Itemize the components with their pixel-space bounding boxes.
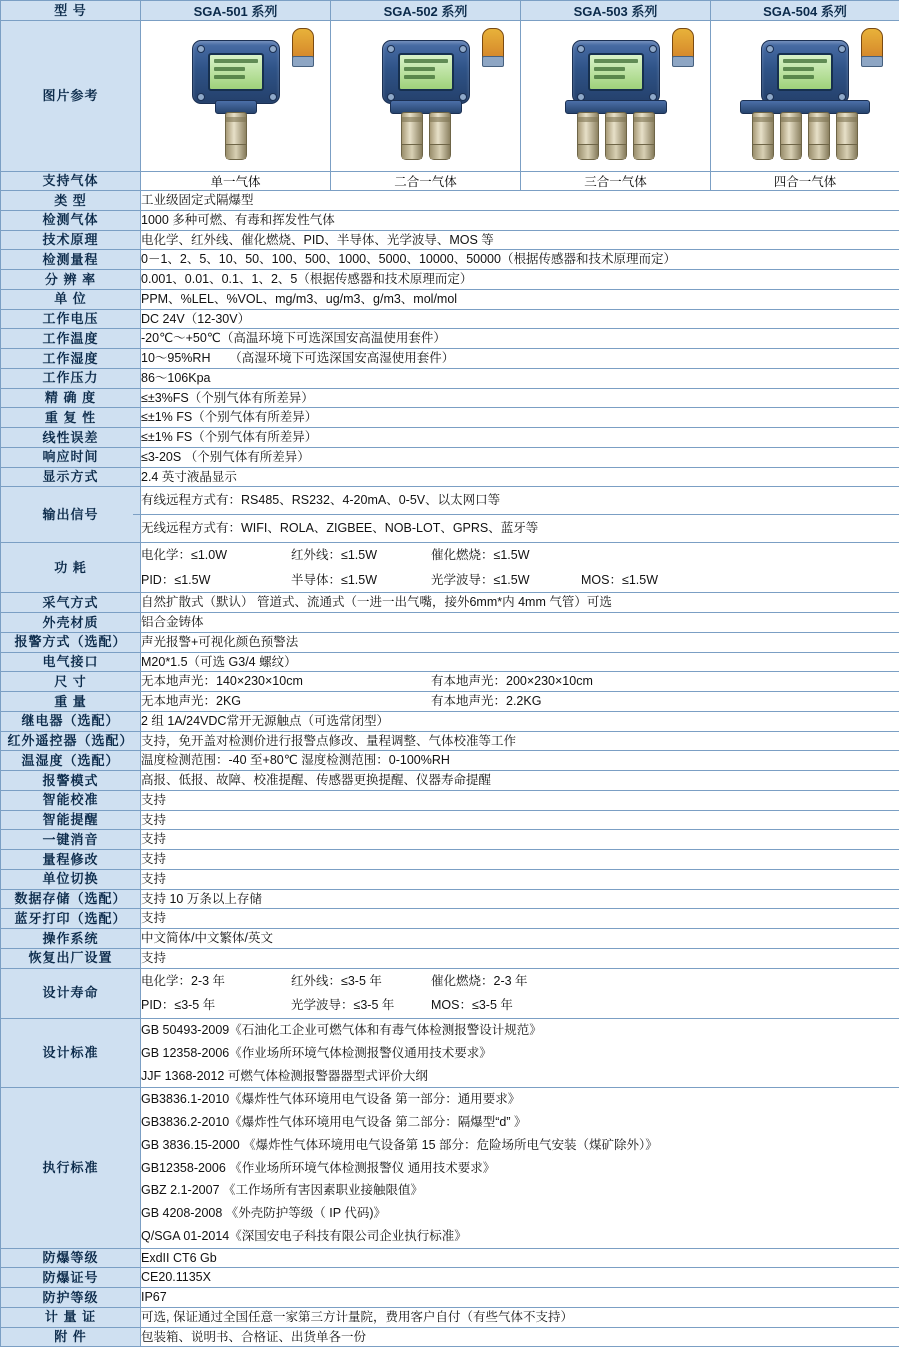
table-row — [1, 329, 899, 349]
table-row — [1, 1019, 899, 1088]
housing-bolt — [387, 45, 395, 53]
gas-support-cell-3: 三合一气体 — [521, 172, 711, 191]
row-label-design-standard: 设计标准 — [1, 1019, 141, 1088]
size-item: 有本地声光：200×230×10cm — [431, 674, 593, 689]
housing-bolt — [197, 93, 205, 101]
design-standard-line: GB 12358-2006《作业场所环境气体检测报警仪通用技术要求》 — [141, 1045, 492, 1060]
gas-support-cell-1: 单一气体 — [141, 172, 331, 191]
gas-detector-illustration-3 — [526, 24, 706, 168]
row-label-power-consumption: 功 耗 — [1, 542, 141, 593]
row-value-r1-14: 2.4 英寸液晶显示 — [141, 467, 899, 487]
table-row — [1, 850, 899, 870]
detector-display — [398, 53, 454, 91]
table-row — [1, 210, 899, 230]
row-label-r4-4: 附 件 — [1, 1327, 141, 1347]
lifetime-item: 催化燃烧：2-3 年 — [431, 973, 528, 988]
row-label-r4-1: 防爆证号 — [1, 1268, 141, 1288]
row-label-r2-0: 采气方式 — [1, 593, 141, 613]
sensor-probe-group — [401, 112, 451, 160]
row-value-r3-4: 支持 — [141, 790, 899, 810]
table-row — [1, 652, 899, 672]
row-value-r3-12: 支持 — [141, 948, 899, 968]
table-row — [1, 270, 899, 290]
table-row — [1, 1288, 899, 1308]
sensor-probe — [836, 112, 858, 160]
row-label-r1-7: 工作温度 — [1, 329, 141, 349]
row-label-r1-8: 工作湿度 — [1, 349, 141, 369]
table-row — [1, 1088, 899, 1248]
weight-row — [141, 692, 899, 711]
detector-display — [588, 53, 644, 91]
row-label-output-signal: 输出信号 — [1, 487, 141, 543]
row-value-r3-0: 2 组 1A/24VDC常开无源触点（可选常闭型） — [141, 711, 899, 731]
table-row — [1, 1327, 899, 1347]
table-row — [1, 692, 899, 712]
row-value-r3-3: 高报、低报、故障、校准提醒、传感器更换提醒、仪器寿命提醒 — [141, 771, 899, 791]
row-label-r1-3: 检测量程 — [1, 250, 141, 270]
housing-bolt — [649, 45, 657, 53]
row-value-r3-2: 温度检测范围：-40 至+80℃ 湿度检测范围：0-100%RH — [141, 751, 899, 771]
table-row — [1, 869, 899, 889]
product-image-4 — [711, 21, 899, 172]
row-label-r3-10: 蓝牙打印（选配） — [1, 909, 141, 929]
model-cell-3: SGA-503 系列 — [521, 1, 711, 21]
lifetime-item: MOS：≤3-5 年 — [431, 998, 513, 1013]
row-label-execute-standard: 执行标准 — [1, 1088, 141, 1248]
row-label-r1-5: 单 位 — [1, 289, 141, 309]
row-value-r3-6: 支持 — [141, 830, 899, 850]
table-row — [1, 447, 899, 467]
sensor-probe-group — [225, 112, 247, 160]
row-value-r3-5: 支持 — [141, 810, 899, 830]
power-item: 半导体：≤1.5W — [291, 572, 378, 587]
power-item: 光学波导：≤1.5W — [431, 572, 530, 587]
sensor-probe — [577, 112, 599, 160]
row-value-design-standard — [141, 1019, 899, 1088]
table-row — [1, 672, 899, 692]
row-label-r1-11: 重 复 性 — [1, 408, 141, 428]
row-value-r3-1: 支持，免开盖对检测价进行报警点修改、量程调整、气体校准等工作 — [141, 731, 899, 751]
row-label-r3-9: 数据存储（选配） — [1, 889, 141, 909]
row-label-r3-0: 继电器（选配） — [1, 711, 141, 731]
gas-support-cell-4: 四合一气体 — [711, 172, 899, 191]
table-row — [1, 830, 899, 850]
detector-display — [777, 53, 833, 91]
row-value-r1-10: ≤±3%FS（个别气体有所差异） — [141, 388, 899, 408]
execute-standard-line: Q/SGA 01-2014《深国安电子科技有限公司企业执行标准》 — [141, 1228, 467, 1243]
sensor-probe-group — [577, 112, 655, 160]
table-row-gas-support — [1, 172, 899, 191]
execute-standard-line: GB3836.2-2010《爆炸性气体环境用电气设备 第二部分：隔爆型“d” 》 — [141, 1115, 527, 1129]
table-row — [1, 1307, 899, 1327]
size-item: 无本地声光：140×230×10cm — [141, 674, 303, 689]
row-value-r1-8: 10～95%RH （高湿环境下可选深国安高湿使用套件） — [141, 349, 899, 369]
sensor-probe — [225, 112, 247, 160]
row-label-r1-13: 响应时间 — [1, 447, 141, 467]
row-value-execute-standard — [141, 1088, 899, 1248]
table-row — [1, 771, 899, 791]
table-row — [1, 889, 899, 909]
execute-standard-line: GB12358-2006 《作业场所环境气体检测报警仪 通用技术要求》 — [141, 1160, 496, 1175]
row-label-r1-9: 工作压力 — [1, 368, 141, 388]
row-value-r4-4: 包装箱、说明书、合格证、出货单各一份 — [141, 1327, 899, 1347]
table-row — [1, 790, 899, 810]
row-value-r1-2: 电化学、红外线、催化燃烧、PID、半导体、光学波导、MOS 等 — [141, 230, 899, 250]
row-label-r4-0: 防爆等级 — [1, 1248, 141, 1268]
alarm-beacon — [861, 28, 883, 60]
row-value-size — [141, 672, 899, 692]
design-standard-line: GB 50493-2009《石油化工企业可燃气体和有毒气体检测报警设计规范》 — [141, 1023, 542, 1037]
lifetime-item: 红外线：≤3-5 年 — [291, 973, 382, 988]
row-value-r4-0: ExdII CT6 Gb — [141, 1248, 899, 1268]
product-image-1 — [141, 21, 331, 172]
row-value-r2-3: M20*1.5（可选 G3/4 螺纹） — [141, 652, 899, 672]
gas-support-cell-2: 二合一气体 — [331, 172, 521, 191]
gas-detector-illustration-1 — [146, 24, 326, 168]
power-row — [141, 568, 899, 593]
execute-standard-line: GBZ 2.1-2007 《工作场所有害因素职业接触限值》 — [141, 1183, 423, 1198]
row-value-r1-1: 1000 多种可燃、有毒和挥发性气体 — [141, 210, 899, 230]
detector-housing — [382, 40, 470, 104]
weight-item: 有本地声光：2.2KG — [431, 694, 542, 708]
housing-bolt — [197, 45, 205, 53]
power-item: PID：≤1.5W — [141, 572, 211, 587]
row-label-r1-10: 精 确 度 — [1, 388, 141, 408]
power-row — [141, 543, 899, 568]
row-label-r1-6: 工作电压 — [1, 309, 141, 329]
sensor-probe — [429, 112, 451, 160]
row-label-r1-12: 线性误差 — [1, 428, 141, 448]
detector-housing — [572, 40, 660, 104]
model-cell-4: SGA-504 系列 — [711, 1, 899, 21]
model-cell-2: SGA-502 系列 — [331, 1, 521, 21]
row-value-r3-7: 支持 — [141, 850, 899, 870]
gas-detector-illustration-2 — [336, 24, 516, 168]
table-row — [1, 388, 899, 408]
row-value-r3-9: 支持 10 万条以上存储 — [141, 889, 899, 909]
lifetime-row — [141, 969, 899, 994]
gas-detector-illustration-4 — [715, 24, 895, 168]
alarm-beacon — [292, 28, 314, 60]
table-row — [1, 408, 899, 428]
table-row — [1, 542, 899, 593]
design-standard-line: JJF 1368-2012 可燃气体检测报警器器型式评价大纲 — [141, 1068, 428, 1083]
row-value-r3-10: 支持 — [141, 909, 899, 929]
sensor-probe — [605, 112, 627, 160]
row-label-r1-4: 分 辨 率 — [1, 270, 141, 290]
sensor-probe — [808, 112, 830, 160]
row-label-weight: 重 量 — [1, 692, 141, 712]
row-value-r2-0: 自然扩散式（默认） 管道式、流通式（一进一出气嘴，接外6mm*内 4mm 气管）可选 — [141, 593, 899, 613]
power-item: 电化学：≤1.0W — [141, 547, 228, 562]
row-value-r1-3: 0－1、2、5、10、50、100、500、1000、5000、10000、50000（根据传感器和技术原理而定） — [141, 250, 899, 270]
detector-display — [208, 53, 264, 91]
row-label-r3-12: 恢复出厂设置 — [1, 948, 141, 968]
row-value-r1-6: DC 24V（12-30V） — [141, 309, 899, 329]
row-label-r3-5: 智能提醒 — [1, 810, 141, 830]
row-label-r2-1: 外壳材质 — [1, 613, 141, 633]
product-image-2 — [331, 21, 521, 172]
row-value-r3-11: 中文简体/中文繁体/英文 — [141, 929, 899, 949]
table-row — [1, 1248, 899, 1268]
row-label-gas-support: 支持气体 — [1, 172, 141, 191]
table-row — [1, 731, 899, 751]
housing-bolt — [269, 93, 277, 101]
row-value-r1-5: PPM、%LEL、%VOL、mg/m3、ug/m3、g/m3、mol/mol — [141, 289, 899, 309]
row-value-r1-9: 86～106Kpa — [141, 368, 899, 388]
sensor-probe — [633, 112, 655, 160]
row-label-design-lifetime: 设计寿命 — [1, 968, 141, 1019]
size-row — [141, 672, 899, 691]
row-value-r1-12: ≤±1% FS（个别气体有所差异） — [141, 428, 899, 448]
lifetime-item: 光学波导：≤3-5 年 — [291, 998, 395, 1013]
product-image-3 — [521, 21, 711, 172]
power-item: 催化燃烧：≤1.5W — [431, 547, 530, 562]
table-row — [1, 309, 899, 329]
model-cell-1: SGA-501 系列 — [141, 1, 331, 21]
row-label-r3-11: 操作系统 — [1, 929, 141, 949]
table-row — [1, 467, 899, 487]
detector-housing — [192, 40, 280, 104]
row-label-r3-2: 温湿度（选配） — [1, 751, 141, 771]
sensor-probe — [780, 112, 802, 160]
row-value-r4-3: 可选, 保证通过全国任意一家第三方计量院，费用客户自付（有些气体不支持） — [141, 1307, 899, 1327]
row-label-r3-7: 量程修改 — [1, 850, 141, 870]
sensor-probe — [752, 112, 774, 160]
row-label-r3-6: 一键消音 — [1, 830, 141, 850]
row-label-r3-8: 单位切换 — [1, 869, 141, 889]
housing-bolt — [766, 45, 774, 53]
row-value-design-lifetime — [141, 968, 899, 1019]
execute-standard-line: GB 3836.15-2000 《爆炸性气体环境用电气设备第 15 部分：危险场所电气安装（煤矿除外）》 — [141, 1137, 658, 1152]
row-label-r3-1: 红外遥控器（选配） — [1, 731, 141, 751]
sensor-probe — [401, 112, 423, 160]
row-value-r1-11: ≤±1% FS（个别气体有所差异） — [141, 408, 899, 428]
table-row — [1, 230, 899, 250]
alarm-beacon — [672, 28, 694, 60]
lifetime-item: PID：≤3-5 年 — [141, 998, 216, 1013]
row-label-r1-14: 显示方式 — [1, 467, 141, 487]
row-label-r4-2: 防护等级 — [1, 1288, 141, 1308]
table-row — [1, 250, 899, 270]
row-label-r1-2: 技术原理 — [1, 230, 141, 250]
alarm-beacon — [482, 28, 504, 60]
output-signal-line: 无线远程方式有：WIFI、ROLA、ZIGBEE、NOB-LOT、GPRS、蓝牙等 — [141, 521, 539, 535]
row-value-power-consumption — [141, 542, 899, 593]
power-item: 红外线：≤1.5W — [291, 547, 378, 562]
row-value-r2-1: 铝合金铸体 — [141, 613, 899, 633]
row-value-r2-2: 声光报警+可视化颜色预警法 — [141, 632, 899, 652]
row-label-r4-3: 计 量 证 — [1, 1307, 141, 1327]
row-value-r4-1: CE20.1135X — [141, 1268, 899, 1288]
table-row — [1, 191, 899, 211]
table-row — [1, 349, 899, 369]
table-row — [1, 593, 899, 613]
housing-bolt — [577, 45, 585, 53]
row-value-r4-2: IP67 — [141, 1288, 899, 1308]
row-label-r1-0: 类 型 — [1, 191, 141, 211]
weight-item: 无本地声光：2KG — [141, 694, 242, 708]
power-item: MOS：≤1.5W — [581, 572, 659, 587]
lifetime-item: 电化学：2-3 年 — [141, 973, 226, 988]
execute-standard-line: GB3836.1-2010《爆炸性气体环境用电气设备 第一部分：通用要求》 — [141, 1092, 521, 1107]
detector-housing — [761, 40, 849, 104]
table-row — [1, 632, 899, 652]
row-value-r1-0: 工业级固定式隔爆型 — [141, 191, 899, 211]
row-value-r1-13: ≤3-20S （个别气体有所差异） — [141, 447, 899, 467]
table-row — [1, 487, 899, 543]
row-label-image: 图片参考 — [1, 21, 141, 172]
table-row — [1, 810, 899, 830]
table-row — [1, 428, 899, 448]
table-row — [1, 948, 899, 968]
row-label-r2-2: 报警方式（选配） — [1, 632, 141, 652]
housing-bolt — [459, 45, 467, 53]
table-row — [1, 613, 899, 633]
execute-standard-line: GB 4208-2008 《外壳防护等级（ IP 代码)》 — [141, 1206, 386, 1220]
output-signal-line: 有线远程方式有：RS485、RS232、4-20mA、0-5V、以太网口等 — [133, 487, 899, 515]
table-row — [1, 289, 899, 309]
lifetime-row — [141, 993, 899, 1018]
housing-bolt — [838, 45, 846, 53]
row-value-weight — [141, 692, 899, 712]
row-value-output-signal — [141, 487, 899, 543]
row-value-r1-4: 0.001、0.01、0.1、1、2、5（根据传感器和技术原理而定） — [141, 270, 899, 290]
row-value-r3-8: 支持 — [141, 869, 899, 889]
sensor-probe-group — [752, 112, 858, 160]
table-row-images — [1, 21, 899, 172]
table-row — [1, 1268, 899, 1288]
table-row — [1, 929, 899, 949]
row-label-r3-4: 智能校准 — [1, 790, 141, 810]
table-row — [1, 368, 899, 388]
housing-bolt — [269, 45, 277, 53]
table-row — [1, 909, 899, 929]
row-value-r1-7: -20℃～+50℃（高温环境下可选深国安高温使用套件） — [141, 329, 899, 349]
table-row — [1, 751, 899, 771]
row-label-size: 尺 寸 — [1, 672, 141, 692]
row-label-model: 型 号 — [1, 1, 141, 21]
table-row — [1, 711, 899, 731]
row-label-r1-1: 检测气体 — [1, 210, 141, 230]
table-row-model — [1, 1, 899, 21]
row-label-r2-3: 电气接口 — [1, 652, 141, 672]
table-row — [1, 968, 899, 1019]
row-label-r3-3: 报警模式 — [1, 771, 141, 791]
